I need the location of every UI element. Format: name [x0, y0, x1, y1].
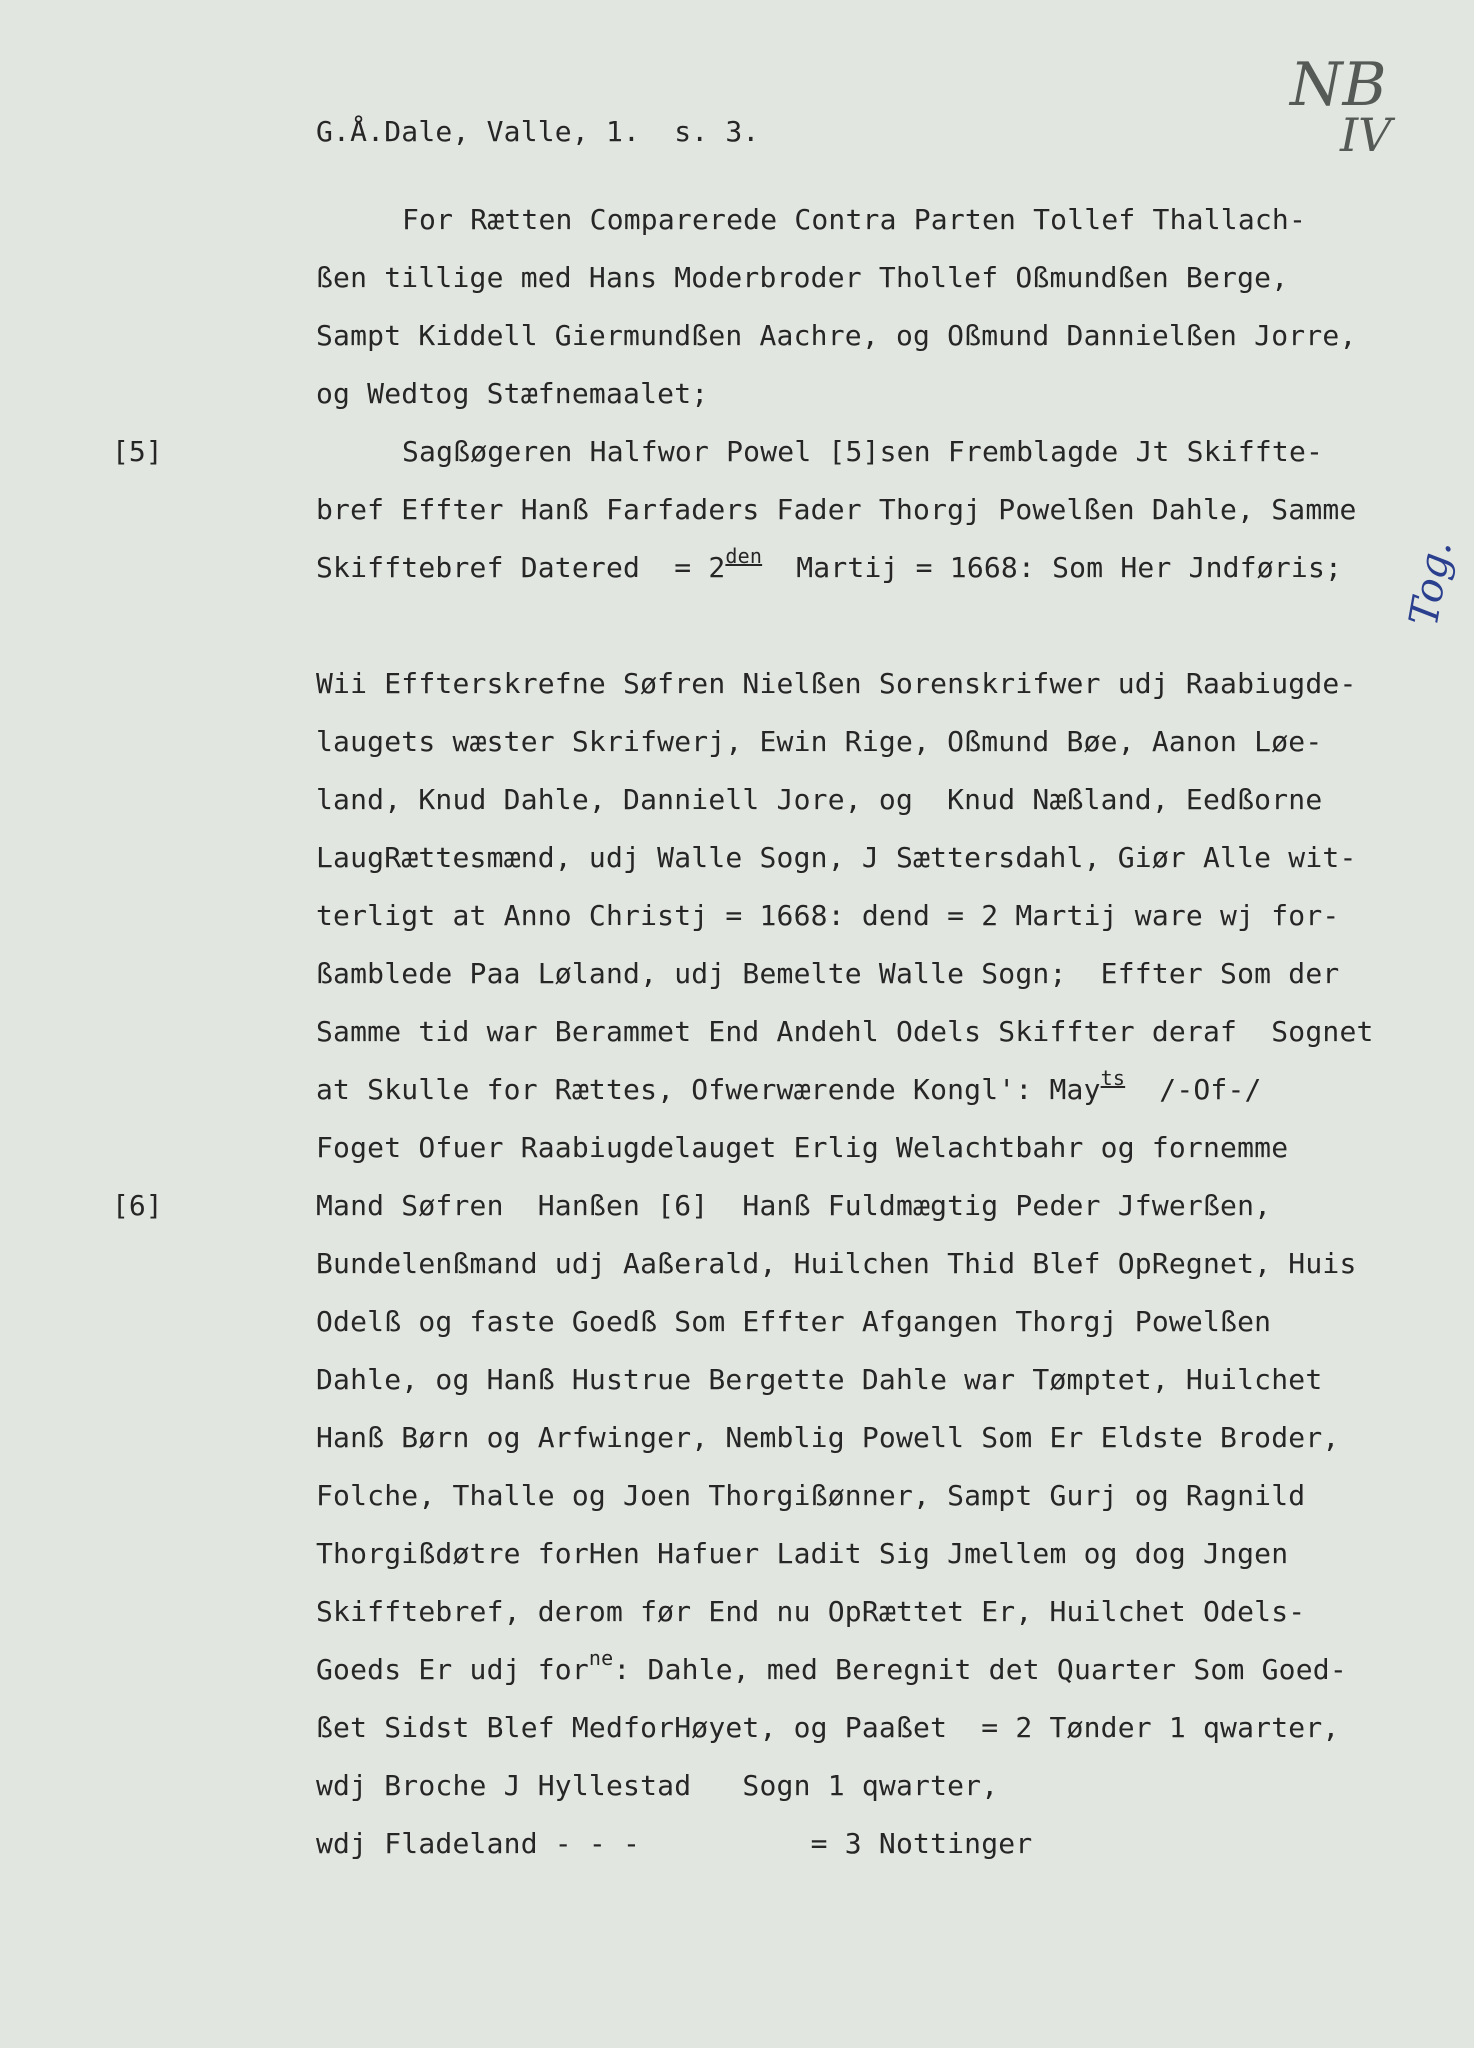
body2-line-9: Skifftebref, derom før End nu OpRættet Er, Huilchet Odels-: [316, 1595, 1306, 1628]
para1-line-1: For Rætten Comparerede Contra Parten Tollef Thallach-: [402, 203, 1307, 236]
body2-line-2: Mand Søfren Hanßen [6] Hanß Fuldmægtig Peder Jfwerßen,: [316, 1189, 1272, 1222]
body-line-7: Samme tid war Berammet End Andehl Odels Skiffter deraf Sognet: [316, 1015, 1374, 1048]
body-line-8: [316, 1066, 1262, 1110]
body-line-1: Wii Effterskrefne Søfren Nielßen Sorenskrifwer udj Raabiugde-: [316, 667, 1357, 700]
document-header: G.Å.Dale, Valle, 1. s. 3.: [316, 115, 760, 148]
margin-note-6: [6]: [112, 1189, 163, 1222]
para2-line-3-after: Martij = 1668: Som Her Jndføris;: [762, 551, 1343, 584]
margin-note-5: [5]: [112, 435, 163, 468]
body-line-5: terligt at Anno Christj = 1668: dend = 2 Martij ware wj for-: [316, 899, 1340, 932]
body2-line-4: Odelß og faste Goedß Som Effter Afgangen Thorgj Powelßen: [316, 1305, 1272, 1338]
body2-line-10-sup: ne: [588, 1646, 614, 1670]
handwritten-note: Tog.: [1400, 536, 1462, 630]
para2-line-2: bref Effter Hanß Farfaders Fader Thorgj Powelßen Dahle, Samme: [316, 493, 1357, 526]
body2-line-10-after: : Dahle, med Beregnit det Quarter Som Goed-: [613, 1653, 1347, 1686]
para2-line-3-sup: den: [725, 544, 763, 568]
body-line-3: land, Knud Dahle, Danniell Jore, og Knud Næßland, Eedßorne: [316, 783, 1323, 816]
para2-line-1: Sagßøgeren Halfwor Powel [5]sen Fremblagde Jt Skiffte-: [402, 435, 1324, 468]
para2-line-3: [316, 544, 1343, 588]
para2-line-3-before: Skifftebref Datered = 2: [316, 551, 726, 584]
archive-stamp-mark: NB: [1290, 50, 1387, 120]
body3-line-2: wdj Broche J Hyllestad Sogn 1 qwarter,: [316, 1769, 999, 1802]
body2-line-10: [316, 1646, 1347, 1690]
body2-line-7: Folche, Thalle og Joen Thorgißønner, Sampt Gurj og Ragnild: [316, 1479, 1306, 1512]
body2-line-1: Foget Ofuer Raabiugdelauget Erlig Welachtbahr og fornemme: [316, 1131, 1289, 1164]
para1-line-4: og Wedtog Stæfnemaalet;: [316, 377, 709, 410]
body2-line-3: Bundelenßmand udj Aaßerald, Huilchen Thid Blef OpRegnet, Huis: [316, 1247, 1357, 1280]
body-line-6: ßamblede Paa Løland, udj Bemelte Walle Sogn; Effter Som der: [316, 957, 1340, 990]
body3-line-3: wdj Fladeland - - - = 3 Nottinger: [316, 1827, 1033, 1860]
body-line-8-before: at Skulle for Rættes, Ofwerwærende Kongl': May: [316, 1073, 1101, 1106]
archive-stamp-sub: IV: [1340, 108, 1392, 162]
body2-line-8: Thorgißdøtre forHen Hafuer Ladit Sig Jmellem og dog Jngen: [316, 1537, 1289, 1570]
para1-line-3: Sampt Kiddell Giermundßen Aachre, og Oßmund Dannielßen Jorre,: [316, 319, 1357, 352]
body2-line-5: Dahle, og Hanß Hustrue Bergette Dahle war Tømptet, Huilchet: [316, 1363, 1323, 1396]
para1-line-2: ßen tillige med Hans Moderbroder Thollef Oßmundßen Berge,: [316, 261, 1289, 294]
body-line-8-sup: ts: [1100, 1066, 1126, 1090]
body-line-2: laugets wæster Skrifwerj, Ewin Rige, Oßmund Bøe, Aanon Løe-: [316, 725, 1323, 758]
body2-line-10-before: Goeds Er udj for: [316, 1653, 589, 1686]
body-line-8-after: /-Of-/: [1125, 1073, 1262, 1106]
body2-line-6: Hanß Børn og Arfwinger, Nemblig Powell Som Er Eldste Broder,: [316, 1421, 1340, 1454]
body-line-4: LaugRættesmænd, udj Walle Sogn, J Sættersdahl, Giør Alle wit-: [316, 841, 1357, 874]
body3-line-1: ßet Sidst Blef MedforHøyet, og Paaßet = 2 Tønder 1 qwarter,: [316, 1711, 1340, 1744]
